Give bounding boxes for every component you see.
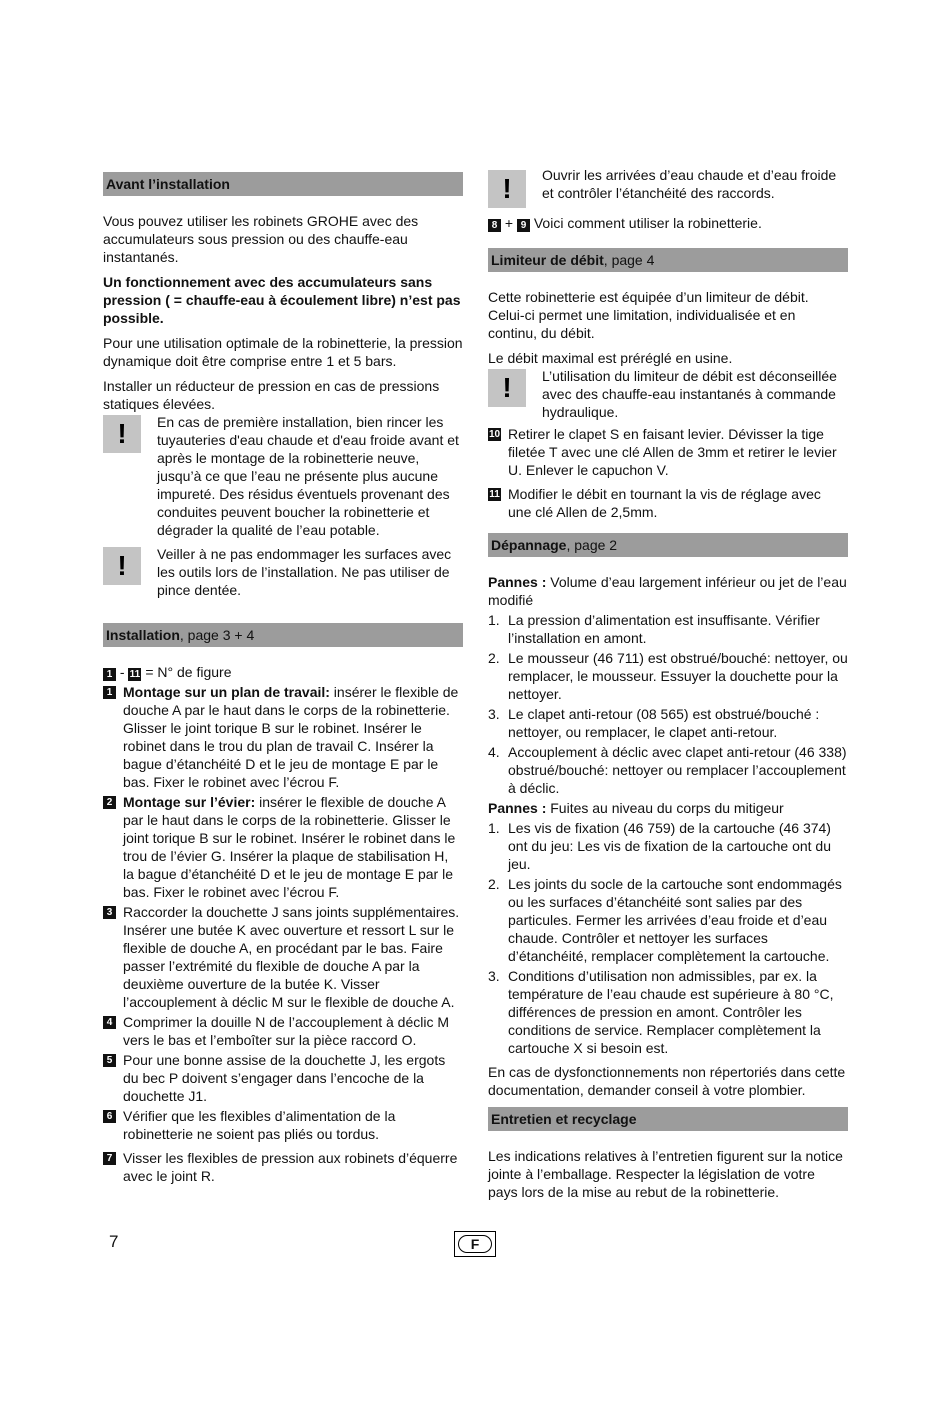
figure-number-badge: 11: [129, 669, 141, 680]
exclamation-warning-icon: !: [488, 369, 526, 407]
step-text: Voici comment utiliser la robinetterie.: [529, 215, 762, 231]
warning-block: [488, 166, 848, 202]
fault-group-label: [488, 799, 848, 817]
step-text: Pour une bonne assise de la douchette J, les ergots du bec P doivent s’engager dans l’encoche de la douchette J1.: [123, 1052, 446, 1104]
step-text: Comprimer la douille N de l’accouplement à déclic M vers le bas et l’emboîter sur la pièce raccord O.: [123, 1014, 450, 1048]
step-text: Modifier le débit en tournant la vis de réglage avec une clé Allen de 2,5mm.: [508, 486, 821, 520]
warning-text: Veiller à ne pas endommager les surfaces avec les outils lors de l’installation. Ne pas utiliser de pince dentée.: [157, 546, 452, 598]
fault-group-label: [488, 573, 848, 609]
page-number: 7: [109, 1232, 119, 1251]
step-text: Retirer le clapet S en faisant levier. Dévisser la tige filetée T avec une clé Allen de 3mm et retirer le levier U. Enlever le capuchon V.: [508, 426, 837, 478]
figure-number-badge: 9: [517, 219, 530, 232]
list-number: 4.: [488, 744, 500, 760]
list-item-text: Conditions d’utilisation non admissibles, par ex. la température de l’eau chaude est supérieure à 80 °C, différences de pression en amont. Contrôler les conditions de service. Remplacer complètement la cartouche X si besoin est.: [508, 968, 834, 1056]
list-item-text: Le mousseur (46 711) est obstrué/bouché: nettoyer, ou remplacer, le mousseur. Essuyer la douchette pour la nettoyer.: [508, 650, 848, 702]
figure-number-badge: 3: [103, 906, 116, 919]
list-item-text: Le clapet anti-retour (08 565) est obstrué/bouché : nettoyer, ou remplacer, le clapet anti-retour.: [508, 706, 820, 740]
list-item-text: Accouplement à déclic avec clapet anti-retour (46 338) obstrué/bouché: nettoyer ou remplacer l’accouplement à déclic.: [508, 744, 847, 796]
figure-number-badge: 6: [103, 1110, 116, 1123]
usage-step: [488, 214, 848, 232]
list-number: 3.: [488, 706, 500, 722]
step-text: Visser les flexibles de pression aux robinets d’équerre avec le joint R.: [123, 1150, 458, 1184]
list-item: [488, 743, 848, 797]
fault-list: [488, 611, 848, 797]
figure-number-badge: 1: [103, 668, 116, 681]
list-item-text: Les vis de fixation (46 759) de la cartouche (46 374) ont du jeu: Les vis de fixation de la cartouche ont du jeu.: [508, 820, 831, 872]
figure-legend: [103, 663, 463, 681]
install-step: [103, 793, 463, 901]
figure-number-badge: 1: [103, 686, 116, 699]
list-number: 2.: [488, 876, 500, 892]
exclamation-warning-icon: !: [488, 170, 526, 208]
section-title-suffix: , page 3 + 4: [179, 627, 255, 643]
list-number: 1.: [488, 612, 500, 628]
step-text: insérer le flexible de douche A par le haut dans le corps de la robinetterie. Glisser le joint torique B sur le robinet. Insérer le robinet dans le trou de l’évier G. Insérer la plaque de stabilisation H, la bague d’étanchéité D et le jeu de montage E par le bas. Fixer le robinet avec l’écrou F.: [123, 794, 456, 900]
list-item: [488, 611, 848, 647]
list-number: 1.: [488, 820, 500, 836]
section-header-limiteur: [488, 248, 848, 272]
paragraph: Pour une utilisation optimale de la robinetterie, la pression dynamique doit être comprise entre 1 et 5 bars.: [103, 335, 463, 369]
paragraph: Les indications relatives à l’entretien figurent sur la notice jointe à l’emballage. Respecter la législation de votre pays lors de la mise au rebut de la robinetterie.: [488, 1148, 843, 1200]
figure-number-badge: 8: [488, 219, 501, 232]
section-title-suffix: , page 2: [566, 537, 618, 553]
install-step: [103, 1149, 463, 1185]
paragraph: Installer un réducteur de pression en cas de pressions statiques élevées.: [103, 378, 440, 412]
install-step: [103, 903, 463, 1011]
plus-sign: +: [501, 215, 517, 231]
paragraph-bold: Un fonctionnement avec des accumulateurs sans pression ( = chauffe-eau à écoulement libre) n’est pas possible.: [103, 274, 461, 326]
language-code: F: [458, 1235, 492, 1253]
fault-description: Volume d’eau largement inférieur ou jet de l’eau modifié: [488, 574, 847, 608]
section-title: Avant l’installation: [106, 176, 230, 192]
section-title: Limiteur de débit: [491, 252, 604, 268]
step-text: insérer le flexible de douche A par le haut dans le corps de la robinetterie. Glisser le joint torique B sur le robinet. Insérer le robinet dans le trou du plan de travail C. Insérer la bague d’étanchéité D et le jeu de montage E par le bas. Fixer le robinet avec l’écrou F.: [123, 684, 459, 790]
list-number: 2.: [488, 650, 500, 666]
limiter-step: [488, 485, 848, 521]
section-title: Entretien et recyclage: [491, 1111, 637, 1127]
figure-number-badge: 7: [103, 1152, 116, 1165]
list-item: [488, 875, 848, 965]
section-header-avant: [103, 172, 463, 196]
figure-number-badge: 2: [103, 796, 116, 809]
step-title: Montage sur un plan de travail:: [123, 684, 330, 700]
warning-text: L’utilisation du limiteur de débit est déconseillée avec des chauffe-eau instantanés à commande hydraulique.: [542, 368, 837, 420]
limiter-step: [488, 425, 848, 479]
figure-number-badge: 11: [489, 489, 500, 500]
exclamation-warning-icon: !: [103, 415, 141, 453]
install-step: [103, 1107, 463, 1143]
figure-number-badge: 10: [488, 429, 501, 440]
figure-number-badge: 5: [103, 1054, 116, 1067]
step-title: Montage sur l’évier:: [123, 794, 256, 810]
section-title: Installation: [106, 627, 180, 643]
install-step: [103, 1051, 463, 1105]
step-text: Vérifier que les flexibles d’alimentation de la robinetterie ne soient pas pliés ou tordus.: [123, 1108, 396, 1142]
exclamation-warning-icon: !: [103, 547, 141, 585]
warning-text: Ouvrir les arrivées d’eau chaude et d’eau froide et contrôler l’étanchéité des raccords.: [542, 167, 837, 201]
language-badge: [454, 1231, 496, 1257]
fault-description: Fuites au niveau du corps du mitigeur: [546, 800, 784, 816]
install-step: [103, 1013, 463, 1049]
legend-text: = N° de figure: [141, 664, 232, 680]
left-column: [103, 172, 463, 1187]
figure-number-badge: 4: [103, 1016, 116, 1029]
list-item-text: Les joints du socle de la cartouche sont endommagés ou les surfaces d’étanchéité sont salies par des particules. Fermer les arrivées d’eau froide et d’eau chaude. Contrôler et nettoyer les surfaces d’étanchéité, remplacer complètement la cartouche.: [508, 876, 842, 964]
warning-text: En cas de première installation, bien rincer les tuyauteries d'eau chaude et d'eau froide avant et après le montage de la robinetterie neuve, jusqu’à ce que l’eau ne présente plus aucune impureté. Des résidus éventuels provenant des conduites peuvent boucher la robinetterie et dégrader la qualité de l’eau potable.: [157, 414, 459, 538]
warning-block: [103, 545, 463, 599]
right-column: [488, 166, 848, 1208]
section-header-entretien: [488, 1107, 848, 1131]
fault-label: Pannes :: [488, 800, 547, 816]
section-title-suffix: , page 4: [603, 252, 655, 268]
legend-separator: -: [116, 664, 129, 680]
warning-block: [488, 367, 848, 421]
list-item: [488, 967, 848, 1057]
paragraph: Vous pouvez utiliser les robinets GROHE avec des accumulateurs sous pression ou des chauffe-eau instantanés.: [103, 213, 419, 265]
step-text: Raccorder la douchette J sans joints supplémentaires. Insérer une butée K avec ouverture et ressort L sur le flexible de douche A, en procédant par le bas. Faire passer l’extrémité du flexible de douche A par la deuxième ouverture de la butée K. Visser l’accouplement à déclic M sur le flexible de douche A.: [123, 904, 460, 1010]
list-number: 3.: [488, 968, 500, 984]
fault-label: Pannes :: [488, 574, 547, 590]
list-item: [488, 649, 848, 703]
paragraph: Cette robinetterie est équipée d’un limiteur de débit. Celui-ci permet une limitation, individualisée et en continu, du débit.: [488, 289, 809, 341]
list-item-text: La pression d’alimentation est insuffisante. Vérifier l’installation en amont.: [508, 612, 820, 646]
section-title: Dépannage: [491, 537, 567, 553]
list-item: [488, 705, 848, 741]
paragraph: En cas de dysfonctionnements non répertoriés dans cette documentation, demander conseil à votre plombier.: [488, 1064, 846, 1098]
list-item: [488, 819, 848, 873]
paragraph: Le débit maximal est préréglé en usine.: [488, 350, 733, 366]
fault-list: [488, 819, 848, 1057]
section-header-depannage: [488, 533, 848, 557]
install-step: [103, 683, 463, 791]
warning-block: [103, 413, 463, 539]
section-header-installation: [103, 623, 463, 647]
